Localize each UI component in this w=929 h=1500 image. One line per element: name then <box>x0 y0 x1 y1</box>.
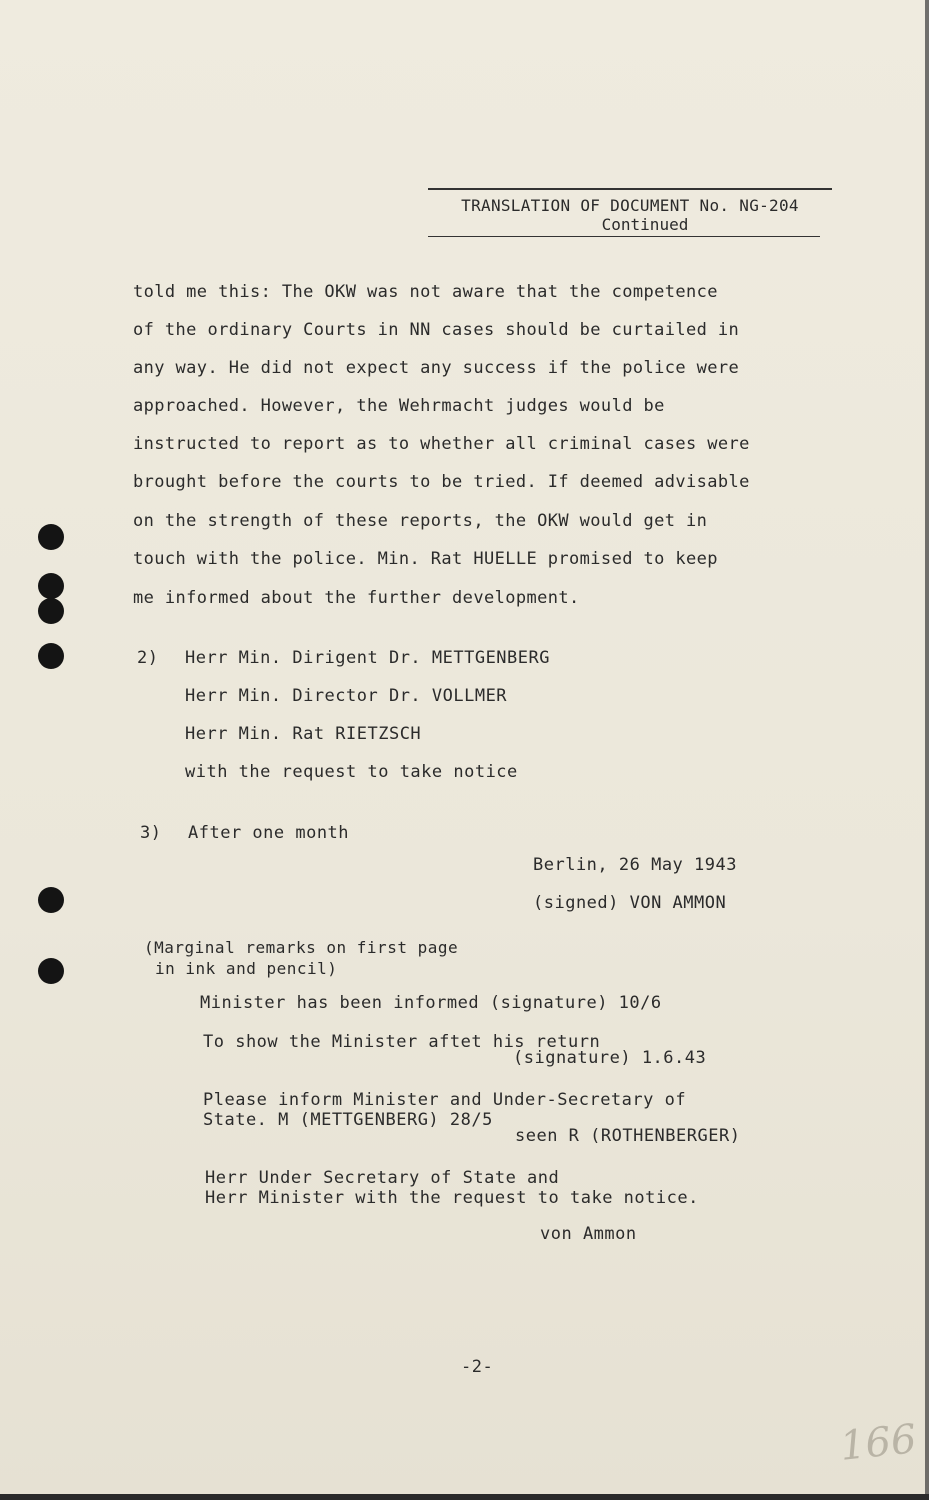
marginal-remark: Herr Minister with the request to take notice. <box>205 1188 699 1208</box>
item-3-number: 3) <box>140 823 162 843</box>
punch-hole <box>38 887 64 913</box>
page-number: -2- <box>461 1357 494 1377</box>
paragraph-line: brought before the courts to be tried. If deemed advisable <box>133 472 750 492</box>
scan-edge <box>925 0 929 1500</box>
marginal-remark: To show the Minister aftet his return <box>203 1032 601 1052</box>
punch-hole <box>38 958 64 984</box>
folio-number: 166 <box>837 1416 919 1470</box>
item-3-text: After one month <box>188 823 350 843</box>
punch-hole <box>38 524 64 550</box>
paragraph-line: instructed to report as to whether all criminal cases were <box>133 434 750 454</box>
paragraph-line: on the strength of these reports, the OKW would get in <box>133 511 708 531</box>
header-title: TRANSLATION OF DOCUMENT No. NG-204 <box>461 195 799 215</box>
paragraph-line: told me this: The OKW was not aware that the competence <box>133 282 718 302</box>
paragraph-line: me informed about the further development. <box>133 588 580 608</box>
punch-hole <box>38 573 64 599</box>
paragraph-line: any way. He did not expect any success if the police were <box>133 358 740 378</box>
paragraph-line: touch with the police. Min. Rat HUELLE promised to keep <box>133 549 718 569</box>
distribution-line: Herr Min. Director Dr. VOLLMER <box>185 686 508 706</box>
marginal-remark: Minister has been informed (signature) 10/6 <box>200 993 662 1013</box>
paragraph-line: approached. However, the Wehrmacht judges would be <box>133 396 665 416</box>
signature-line: (signed) VON AMMON <box>533 893 727 913</box>
punch-hole <box>38 598 64 624</box>
header-subtitle: Continued <box>601 214 689 234</box>
distribution-line: with the request to take notice <box>185 762 518 782</box>
scan-edge <box>0 1494 929 1500</box>
marginal-remark: Herr Under Secretary of State and <box>205 1168 560 1188</box>
marginal-remark: von Ammon <box>540 1224 637 1244</box>
marginal-heading: (Marginal remarks on first page <box>144 938 459 957</box>
place-date: Berlin, 26 May 1943 <box>533 855 737 875</box>
punch-hole <box>38 643 64 669</box>
marginal-remark: State. M (METTGENBERG) 28/5 <box>203 1110 493 1130</box>
marginal-remark: Please inform Minister and Under-Secretary of <box>203 1090 687 1110</box>
paragraph-line: of the ordinary Courts in NN cases should be curtailed in <box>133 320 740 340</box>
document-header <box>428 188 832 237</box>
distribution-line: Herr Min. Rat RIETZSCH <box>185 724 422 744</box>
item-2-number: 2) <box>137 648 159 668</box>
header-rule-bottom <box>428 236 820 238</box>
marginal-remark: seen R (ROTHENBERGER) <box>515 1126 741 1146</box>
distribution-line: Herr Min. Dirigent Dr. METTGENBERG <box>185 648 550 668</box>
marginal-remark: (signature) 1.6.43 <box>513 1048 707 1068</box>
marginal-heading: in ink and pencil) <box>155 959 338 978</box>
